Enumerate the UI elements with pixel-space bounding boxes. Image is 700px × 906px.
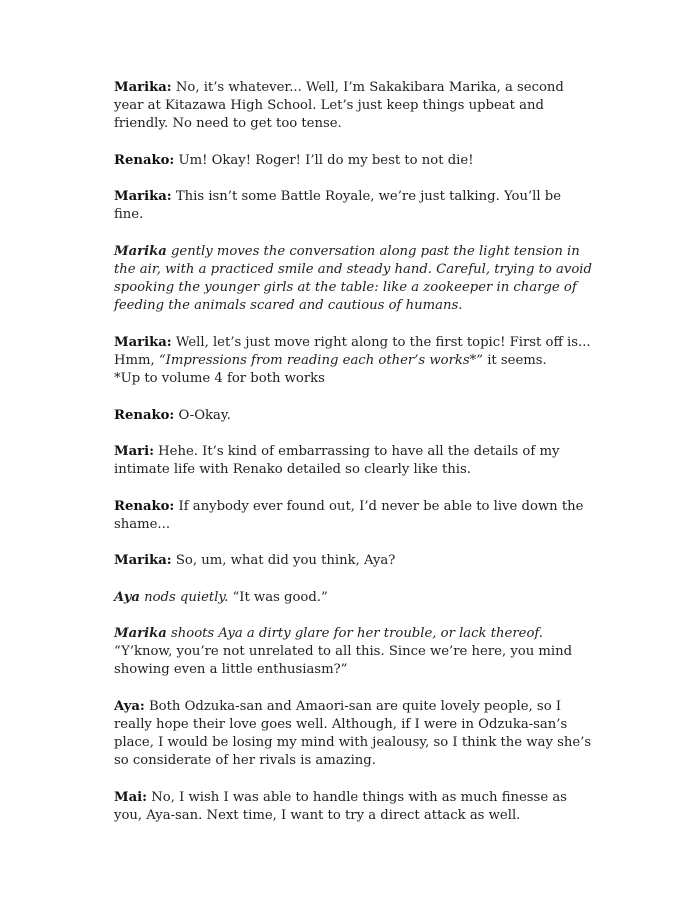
dialogue-paragraph — [114, 79, 592, 134]
dialogue-text: This isn’t some Battle Royale, we’re just talking. You’ll be fine. — [114, 189, 562, 223]
dialogue-paragraph — [114, 698, 592, 771]
speaker-name: Renako: — [114, 498, 175, 514]
speaker-name: Renako: — [114, 152, 175, 168]
narration-paragraph — [114, 625, 592, 680]
dialogue-paragraph — [114, 334, 592, 389]
narration-paragraph — [114, 243, 592, 316]
dialogue-text: Um! Okay! Roger! I’ll do my best to not die! — [174, 152, 474, 168]
narration-character-name: Marika — [114, 243, 167, 259]
dialogue-paragraph — [114, 443, 592, 479]
narration-text: shoots Aya a dirty glare for her trouble, or lack thereof. — [166, 625, 543, 641]
speaker-name: Marika: — [114, 80, 172, 95]
speaker-name: Marika: — [114, 553, 172, 569]
footnote: *Up to volume 4 for both works — [114, 371, 325, 387]
dialogue-paragraph — [114, 407, 592, 425]
dialogue-paragraph — [114, 552, 592, 570]
speaker-name: Marika: — [114, 334, 172, 350]
dialogue-text: “Y’know, you’re not unrelated to all this. Since we’re here, you mind showing even a little enthusiasm?” — [114, 644, 573, 678]
topic-quote: “Impressions from reading each other’s works*” — [158, 352, 483, 368]
narration-paragraph — [114, 589, 592, 607]
dialogue-paragraph — [114, 152, 592, 170]
speaker-name: Marika: — [114, 189, 172, 205]
dialogue-text: O-Okay. — [174, 407, 231, 423]
speaker-name: Aya: — [114, 698, 145, 714]
dialogue-paragraph — [114, 498, 592, 534]
speaker-name: Mai: — [114, 789, 148, 805]
dialogue-text: No, I wish I was able to handle things with as much finesse as you, Aya-san. Next time, I want to try a direct attack as well. — [114, 789, 567, 823]
narration-text: nods quietly. — [139, 589, 229, 605]
speaker-name: Renako: — [114, 407, 175, 423]
speaker-name: Mari: — [114, 443, 154, 459]
dialogue-text: Hehe. It’s kind of embarrassing to have all the details of my intimate life with Renako detailed so clearly like this. — [114, 443, 560, 478]
narration-character-name: Aya — [114, 589, 140, 605]
dialogue-text: If anybody ever found out, I’d never be able to live down the shame... — [114, 498, 584, 532]
dialogue-paragraph — [114, 789, 592, 825]
narration-character-name: Marika — [114, 625, 167, 641]
dialogue-text: “It was good.” — [228, 589, 328, 605]
dialogue-text: No, it’s whatever... Well, I’m Sakakibara Marika, a second year at Kitazawa High School. Let’s just keep things upbeat and friendly. No need to get too tense. — [114, 80, 564, 132]
document-page — [114, 79, 592, 843]
narration-text: gently moves the conversation along past the light tension in the air, with a practiced smile and steady hand. Careful, trying to avoid spooking the younger girls at the table: like a zookeeper in charge of feeding the animals scared and cautious of humans. — [114, 243, 592, 314]
dialogue-text-after: it seems. — [483, 352, 547, 368]
dialogue-text: Both Odzuka-san and Amaori-san are quite lovely people, so I really hope their love goes well. Although, if I were in Odzuka-san’s place, I would be losing my mind with jealousy, so I think the way she’s so considerate of her rivals is amazing. — [114, 698, 592, 769]
dialogue-text: Well, let’s just move right along to the first topic! First off is... Hmm, — [114, 334, 591, 368]
dialogue-paragraph — [114, 188, 592, 224]
dialogue-text: So, um, what did you think, Aya? — [171, 553, 396, 569]
